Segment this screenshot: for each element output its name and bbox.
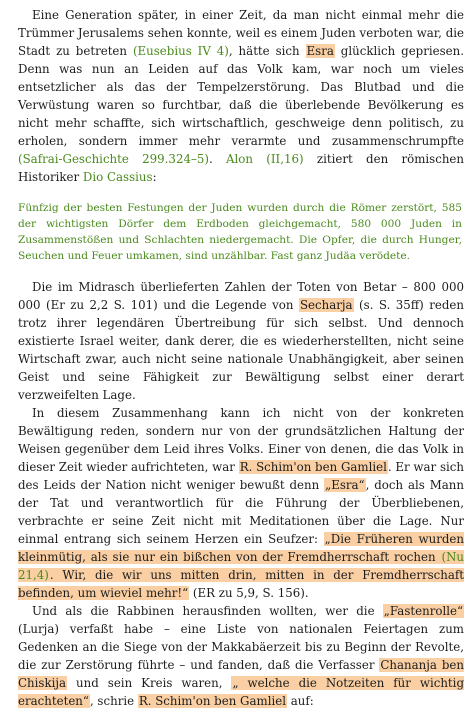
highlighted-name: Esra (306, 44, 334, 58)
source-reference: Alon (II,16) (226, 152, 304, 166)
text-run: Die im Midrasch überlieferten Zahlen der Toten von Betar – 800 000 000 (Er zu 2,2 S. 101) und die Legende von (18, 280, 464, 312)
highlighted-name: Secharja (299, 298, 353, 312)
source-reference: (Nu 21,4) (18, 550, 464, 582)
text-run: Und als die Rabbinen herausfinden wollten, wer die (32, 604, 383, 618)
highlighted-name: R. Schim'on ben Gamliel (239, 460, 387, 474)
block-quote: Fünfzig der besten Festungen der Juden wurden durch die Römer zerstört, 585 der wichtigsten Dörfer dem Erdboden gleichgemacht, 580 000 Juden in Zusammenstößen und Schlachten niedergemacht. Die Opfer, die durch Hunger, Seuchen und Feuer umkamen, sind unzählbar. Fast ganz Judäa verödete. (18, 202, 462, 262)
highlighted-name: Chananja ben Chiskija (18, 658, 464, 690)
text-run: auf: (287, 694, 314, 708)
text-run: und sein Kreis waren, (67, 676, 232, 690)
paragraph-1 (18, 6, 464, 186)
source-reference: (Eusebius IV 4) (132, 44, 229, 58)
paragraph-4 (18, 602, 464, 710)
paragraph-3 (18, 404, 464, 602)
text-run: In diesem Zusammenhang kann ich nicht von der konkreten Bewältigung reden, sondern nur von der grundsätzlichen Haltung der Weisen gegenüber dem Leid ihres Volks. Einer von denen, die das Volk in dieser Zeit wieder aufrichteten, war (18, 406, 464, 474)
text-run: : (152, 170, 157, 184)
text-run: (s. S. 35ff) reden trotz ihrer legendären Übertreibung für sich selbst. Und dennoch existierte Israel weiter, dank derer, die es wiederherstellten, nicht seine Wirtschaft zwar, auch nicht seine nationale Unabhängigkeit, aber seinen Geist und seine Fähigkeit zur Bewältigung selbst einer derart verzweifelten Lage. (18, 298, 464, 402)
paragraph-2 (18, 278, 464, 404)
text-run: (Lurja) verfaßt habe – eine Liste von nationalen Feiertagen zum Gedenken an die Siege von der Makkabäerzeit bis zu Beginn der Revolte, die zur Zerstörung führte – und fanden, daß die Verfasser (18, 622, 464, 672)
text-run: , hätte sich (228, 44, 306, 58)
text-run: (ER zu 5,9, S. 156). (189, 586, 309, 600)
highlighted-quote: „ welche die Notzeiten für wichtig erachteten“ (18, 676, 464, 708)
highlighted-name: R. Schim'on ben Gamliel (138, 694, 286, 708)
highlighted-quote: . Wir, die wir uns mitten drin, mitten in der Fremdherrschaft befinden, um wieviel mehr!“ (18, 568, 464, 600)
source-reference: (Safrai-Geschichte 299.324–5) (18, 152, 209, 166)
text-run: Eine Generation später, in einer Zeit, da man nicht einmal mehr die Trümmer Jerusalems sehen konnte, weil es einem Juden verboten war, die Stadt zu betreten (18, 8, 464, 58)
text-run: glücklich gepriesen. Denn was nun an Leiden auf das Volk kam, war noch um vieles entsetzlicher als das der Tempelzerstörung. Das Blutbad und die Verwüstung waren so furchtbar, daß die überlebende Bevölkerung es nicht mehr schaffte, sich wirtschaftlich, geschweige denn politisch, zu erholen, sondern immer mehr verarmte und zusammenschrumpfte (18, 44, 464, 148)
text-run: , doch als Mann der Tat und verantwortlich für die Führung der Überbliebenen, verbrachte er seine Zeit nicht mit Meditationen über die Lage. Nur einmal entrang sich seinem Herzen ein Seufzer: (18, 478, 464, 546)
highlighted-quote: „Die Früheren wurden kleinmütig, als sie nur ein bißchen von der Fremdherrschaft rochen (18, 532, 464, 564)
text-run: , schrie (89, 694, 138, 708)
text-run: . (208, 152, 227, 166)
highlighted-term: „Esra“ (325, 478, 365, 492)
text-run: . Er war sich des Leids der Nation nicht weniger bewußt denn (18, 460, 464, 492)
text-run: zitiert den römischen Historiker (18, 152, 465, 184)
source-reference: Dio Cassius (82, 170, 153, 184)
highlighted-term: „Fastenrolle“ (383, 604, 463, 618)
